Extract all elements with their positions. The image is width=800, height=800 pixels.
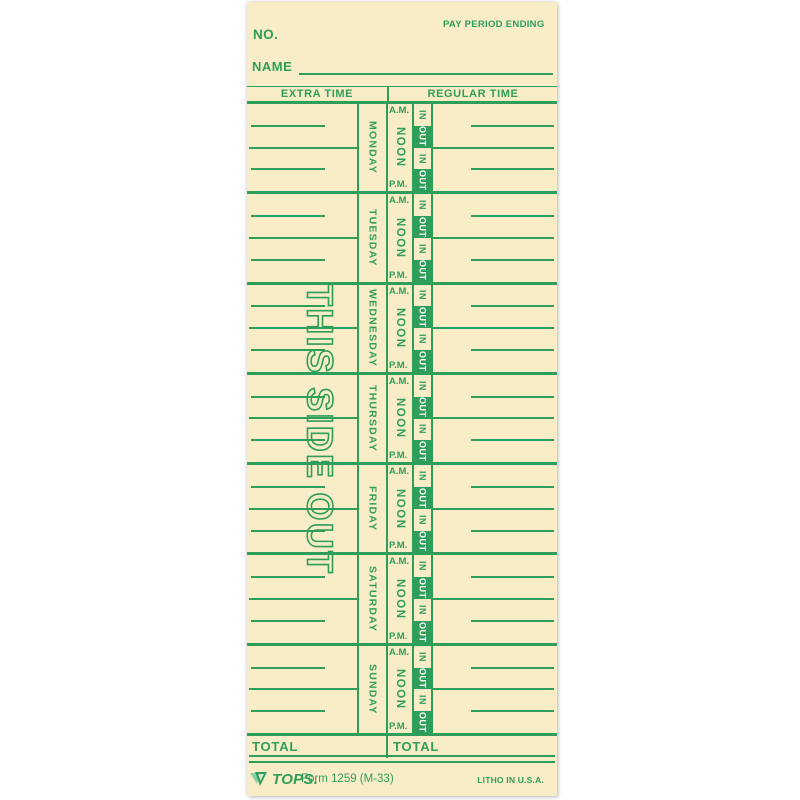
extra-time-header: EXTRA TIME xyxy=(280,88,354,100)
in-label: IN xyxy=(417,514,428,525)
am-label: A.M. xyxy=(389,646,410,658)
noon-column xyxy=(388,387,412,450)
out-label: OUT xyxy=(417,487,428,509)
out-label: OUT xyxy=(417,621,428,643)
in-label: IN xyxy=(417,424,428,435)
pm-label: P.M. xyxy=(389,179,408,191)
punch-cell-in xyxy=(414,194,431,216)
regular-write-line xyxy=(433,147,554,149)
regular-write-line xyxy=(471,168,554,170)
footer xyxy=(247,767,557,795)
punch-column xyxy=(414,465,431,552)
pm-label: P.M. xyxy=(389,540,408,552)
pm-label: P.M. xyxy=(389,630,408,642)
regular-write-line xyxy=(433,598,554,600)
punch-cell-out xyxy=(414,350,431,372)
regular-write-line xyxy=(471,305,554,307)
time-card xyxy=(247,2,557,796)
noon-label: NOON xyxy=(394,488,406,530)
day-name-label: SATURDAY xyxy=(366,565,379,633)
punch-cell-in xyxy=(414,419,431,441)
regular-write-line xyxy=(471,349,554,351)
svg-text:THIS SIDE OUT: THIS SIDE OUT xyxy=(299,284,341,574)
extra-write-line xyxy=(249,147,357,149)
punch-cell-in xyxy=(414,555,431,577)
day-name-column xyxy=(359,194,386,281)
punch-column xyxy=(414,555,431,642)
extra-write-line xyxy=(249,598,357,600)
extra-write-line xyxy=(251,168,325,170)
punch-cell-in xyxy=(414,646,431,668)
extra-write-line xyxy=(251,259,325,261)
punch-cell-in xyxy=(414,238,431,260)
regular-write-line xyxy=(433,237,554,239)
punch-cell-in xyxy=(414,285,431,307)
regular-write-line xyxy=(471,215,554,217)
this-side-out-text xyxy=(299,281,363,579)
extra-write-line xyxy=(251,620,325,622)
in-label: IN xyxy=(417,380,428,391)
regular-write-line xyxy=(433,327,554,329)
punch-cell-out xyxy=(414,260,431,282)
punch-cell-out xyxy=(414,169,431,191)
punch-column xyxy=(414,375,431,462)
inout-column-right-border xyxy=(431,465,433,552)
punch-cell-in xyxy=(414,328,431,350)
punch-cell-out xyxy=(414,621,431,643)
inout-column-right-border xyxy=(431,555,433,642)
noon-label: NOON xyxy=(394,398,406,439)
noon-label: NOON xyxy=(394,127,406,168)
day-name-label: WEDNESDAY xyxy=(366,289,379,368)
name-write-line xyxy=(299,73,553,75)
extra-write-line xyxy=(251,710,325,712)
regular-write-line xyxy=(433,508,554,510)
day-row xyxy=(247,101,557,191)
am-label: A.M. xyxy=(389,285,410,297)
out-label: OUT xyxy=(417,668,428,689)
punch-column xyxy=(414,194,431,281)
noon-column xyxy=(388,297,412,360)
inout-column-right-border xyxy=(431,646,433,733)
pm-label: P.M. xyxy=(389,720,408,732)
regular-write-line xyxy=(471,259,554,261)
litho-label: LITHO IN U.S.A. xyxy=(477,775,544,785)
regular-write-line xyxy=(471,667,554,669)
am-label: A.M. xyxy=(389,195,410,207)
day-name-column xyxy=(359,375,386,462)
pm-label: P.M. xyxy=(389,269,408,281)
regular-write-line xyxy=(471,710,554,712)
punch-column xyxy=(414,285,431,372)
in-label: IN xyxy=(417,153,428,164)
punch-cell-out xyxy=(414,668,431,690)
day-name-column xyxy=(359,646,386,733)
am-label: A.M. xyxy=(389,556,410,568)
regular-total-label: TOTAL xyxy=(393,739,440,754)
regular-write-line xyxy=(471,576,554,578)
out-label: OUT xyxy=(417,260,428,281)
regular-write-line xyxy=(433,417,554,419)
noon-label: NOON xyxy=(394,669,406,710)
day-rows xyxy=(247,101,557,733)
regular-write-line xyxy=(471,439,554,441)
regular-write-line xyxy=(471,486,554,488)
inout-column-right-border xyxy=(431,285,433,372)
day-name-label: SUNDAY xyxy=(366,664,379,715)
day-row xyxy=(247,462,557,552)
out-label: OUT xyxy=(417,216,428,238)
am-label: A.M. xyxy=(389,466,410,478)
noon-label: NOON xyxy=(394,217,406,259)
punch-cell-out xyxy=(414,577,431,599)
out-label: OUT xyxy=(417,577,428,599)
in-label: IN xyxy=(417,561,428,572)
inout-column-right-border xyxy=(431,104,433,191)
day-name-column xyxy=(359,104,386,191)
punch-cell-out xyxy=(414,531,431,553)
punch-cell-out xyxy=(414,126,431,148)
pm-label: P.M. xyxy=(389,359,408,371)
out-label: OUT xyxy=(417,531,428,552)
pm-label: P.M. xyxy=(389,450,408,462)
column-header-row xyxy=(247,86,557,102)
regular-write-line xyxy=(471,125,554,127)
am-label: A.M. xyxy=(389,375,410,387)
regular-time-header: REGULAR TIME xyxy=(427,88,519,100)
day-name-label: FRIDAY xyxy=(366,486,379,532)
extra-total-label: TOTAL xyxy=(252,739,299,754)
punch-cell-out xyxy=(414,487,431,509)
day-row xyxy=(247,191,557,281)
punch-cell-in xyxy=(414,148,431,170)
bottom-double-rule xyxy=(249,755,555,763)
out-label: OUT xyxy=(417,170,428,191)
day-name-column xyxy=(359,285,386,372)
inout-column-right-border xyxy=(431,194,433,281)
in-label: IN xyxy=(417,200,428,211)
punch-cell-out xyxy=(414,397,431,419)
day-name-label: MONDAY xyxy=(366,121,379,175)
name-label: NAME xyxy=(252,59,293,74)
day-row xyxy=(247,372,557,462)
punch-cell-out xyxy=(414,711,431,733)
extra-write-line xyxy=(249,237,357,239)
in-label: IN xyxy=(417,471,428,482)
noon-column xyxy=(388,206,412,269)
day-row xyxy=(247,552,557,642)
out-label: OUT xyxy=(417,711,428,733)
day-name-label: TUESDAY xyxy=(366,209,379,267)
out-label: OUT xyxy=(417,440,428,462)
punch-cell-in xyxy=(414,689,431,711)
in-label: IN xyxy=(417,109,428,120)
noon-column xyxy=(388,567,412,630)
extra-write-line xyxy=(251,667,325,669)
extra-write-line xyxy=(251,125,325,127)
day-name-column xyxy=(359,465,386,552)
regular-write-line xyxy=(471,620,554,622)
inout-column-right-border xyxy=(431,375,433,462)
noon-label: NOON xyxy=(394,307,406,349)
number-label: NO. xyxy=(253,27,279,42)
in-label: IN xyxy=(417,290,428,301)
punch-cell-in xyxy=(414,509,431,531)
in-label: IN xyxy=(417,243,428,254)
punch-cell-in xyxy=(414,465,431,487)
extra-write-line xyxy=(251,215,325,217)
in-label: IN xyxy=(417,695,428,706)
noon-column xyxy=(388,477,412,540)
punch-cell-in xyxy=(414,599,431,621)
am-label: A.M. xyxy=(389,105,410,116)
day-name-label: THURSDAY xyxy=(366,384,379,452)
day-row xyxy=(247,282,557,372)
out-label: OUT xyxy=(417,350,428,372)
punch-cell-out xyxy=(414,440,431,462)
regular-write-line xyxy=(433,688,554,690)
punch-cell-in xyxy=(414,104,431,126)
extra-write-line xyxy=(251,576,325,578)
in-label: IN xyxy=(417,334,428,345)
noon-column xyxy=(388,116,412,179)
day-name-column xyxy=(359,555,386,642)
punch-cell-out xyxy=(414,216,431,238)
noon-label: NOON xyxy=(394,578,406,620)
day-row xyxy=(247,643,557,733)
regular-write-line xyxy=(471,396,554,398)
out-label: OUT xyxy=(417,307,428,328)
out-label: OUT xyxy=(417,397,428,418)
in-label: IN xyxy=(417,651,428,662)
noon-column xyxy=(388,658,412,721)
brand-name: TOPS. xyxy=(272,770,319,788)
form-number: Form 1259 (M-33) xyxy=(301,773,394,785)
punch-column xyxy=(414,646,431,733)
punch-cell-in xyxy=(414,375,431,397)
punch-cell-out xyxy=(414,306,431,328)
pay-period-ending-label: PAY PERIOD ENDING xyxy=(443,19,545,30)
punch-column xyxy=(414,104,431,191)
extra-write-line xyxy=(249,688,357,690)
out-label: OUT xyxy=(417,126,428,147)
regular-write-line xyxy=(471,530,554,532)
in-label: IN xyxy=(417,604,428,615)
